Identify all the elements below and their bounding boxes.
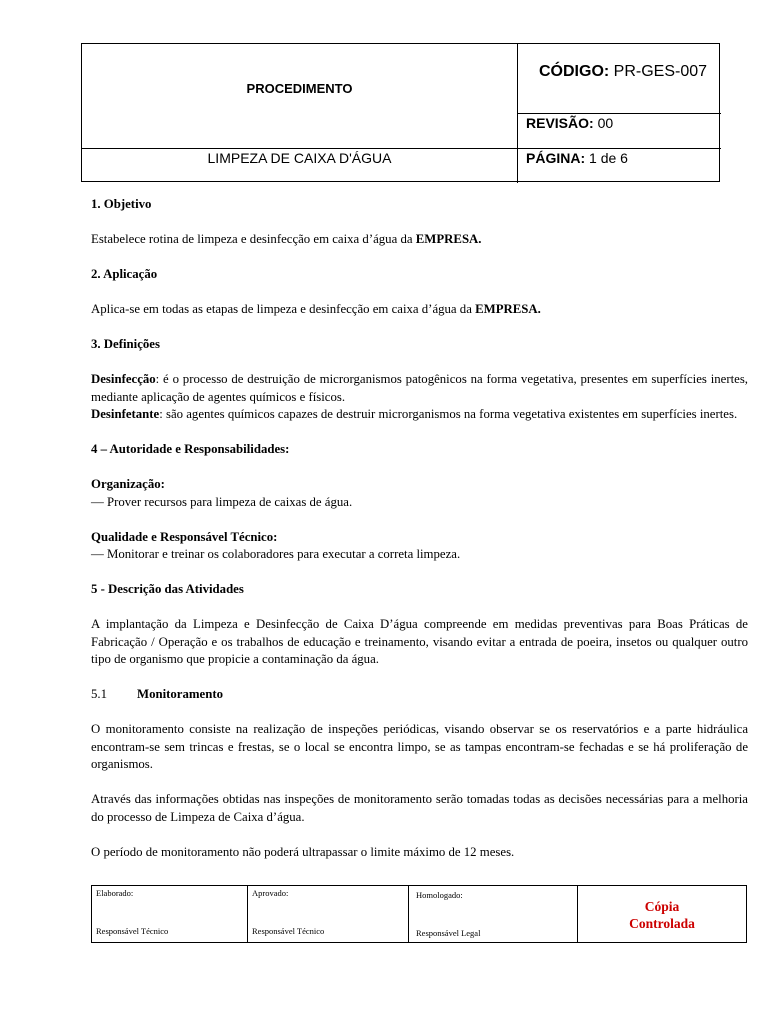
page-label: PÁGINA: bbox=[526, 150, 586, 166]
subheading-organizacao: Organização: bbox=[91, 477, 165, 491]
aprovado-signatory: Responsável Técnico bbox=[252, 926, 325, 936]
subsection-number: 5.1 bbox=[91, 687, 107, 701]
objetivo-bold: EMPRESA. bbox=[415, 232, 482, 246]
document-code bbox=[539, 63, 707, 81]
monitoramento-paragraph-3: O período de monitoramento não poderá ultrapassar o limite máximo de 12 meses. bbox=[91, 844, 515, 859]
objetivo-paragraph bbox=[91, 231, 748, 249]
section-heading-descricao: 5 - Descrição das Atividades bbox=[91, 582, 244, 596]
document-header-table bbox=[81, 43, 720, 182]
elaborado-label: Elaborado: bbox=[96, 888, 134, 898]
section-heading-objetivo: 1. Objetivo bbox=[91, 197, 152, 211]
qualidade-item: — Monitorar e treinar os colaboradores para executar a correta limpeza. bbox=[91, 547, 461, 561]
code-label: CÓDIGO: bbox=[539, 63, 610, 80]
header-divider bbox=[82, 148, 721, 149]
descricao-paragraph: A implantação da Limpeza e Desinfecção de Caixa D’água compreende em medidas preventivas para Boas Práticas de Fabricação / Operação e os trabalhos de educação e treinamento, visando evitar a entrada de poeira, insetos ou qualquer outro tipo de organismo que propicie a contaminação da água. bbox=[91, 617, 748, 666]
controlled-copy-stamp bbox=[578, 898, 746, 932]
procedure-label: PROCEDIMENTO bbox=[246, 81, 353, 96]
definition-desinfeccao bbox=[91, 371, 748, 406]
subheading-qualidade: Qualidade e Responsável Técnico: bbox=[91, 529, 278, 544]
homologado-label: Homologado: bbox=[416, 890, 463, 900]
revision-label: REVISÃO: bbox=[526, 115, 594, 131]
section-heading-definicoes: 3. Definições bbox=[91, 337, 160, 351]
document-title: LIMPEZA DE CAIXA D'ÁGUA bbox=[207, 150, 392, 166]
monitoramento-paragraph-2: Através das informações obtidas nas inspeções de monitoramento serão tomadas todas as decisões necessárias para a melhoria do processo de Limpeza de Caixa d’água. bbox=[91, 792, 748, 824]
organizacao-item: — Prover recursos para limpeza de caixas de água. bbox=[91, 494, 353, 509]
subsection-heading-monitoramento bbox=[91, 686, 748, 704]
definition-desinfetante bbox=[91, 406, 748, 424]
objetivo-text: Estabelece rotina de limpeza e desinfecção em caixa d’água da bbox=[91, 232, 416, 246]
aplicacao-bold: EMPRESA. bbox=[475, 302, 541, 316]
aplicacao-text: Aplica-se em todas as etapas de limpeza e desinfecção em caixa d’água da bbox=[91, 302, 476, 316]
document-revision bbox=[526, 115, 613, 131]
subsection-title: Monitoramento bbox=[137, 687, 224, 701]
controlada-line: Controlada bbox=[629, 916, 695, 931]
section-heading-autoridade: 4 – Autoridade e Responsabilidades: bbox=[91, 442, 290, 456]
page-indicator bbox=[526, 150, 628, 166]
footer-divider bbox=[408, 886, 409, 942]
page-value: 1 de 6 bbox=[589, 150, 628, 166]
approval-footer-table bbox=[91, 885, 747, 943]
footer-divider bbox=[247, 886, 248, 942]
aprovado-label: Aprovado: bbox=[252, 888, 289, 898]
code-value: PR-GES-007 bbox=[613, 63, 708, 80]
definition-term: Desinfecção bbox=[91, 372, 156, 386]
elaborado-signatory: Responsável Técnico bbox=[96, 926, 169, 936]
header-divider bbox=[517, 113, 721, 114]
definition-term: Desinfetante bbox=[91, 407, 160, 421]
section-heading-aplicacao: 2. Aplicação bbox=[91, 267, 158, 281]
definition-text: : é o processo de destruição de microrganismos patogênicos na forma vegetativa, presentes em superfícies inertes, mediante aplicação de agentes químicos e físicos. bbox=[91, 372, 748, 404]
definition-text: : são agentes químicos capazes de destruir microrganismos na forma vegetativa existentes em superfícies inertes. bbox=[159, 407, 738, 421]
document-body bbox=[91, 196, 748, 861]
aplicacao-paragraph bbox=[91, 301, 748, 319]
revision-value: 00 bbox=[597, 115, 614, 131]
copia-line: Cópia bbox=[644, 899, 680, 914]
monitoramento-paragraph-1: O monitoramento consiste na realização de inspeções periódicas, visando observar se os reservatórios e a parte hidráulica encontram-se sem trincas e frestas, se o local se encontra limpo, se as tampas encontram-se fechadas e se há proliferação de organismos. bbox=[91, 722, 748, 771]
homologado-signatory: Responsável Legal bbox=[416, 928, 481, 938]
